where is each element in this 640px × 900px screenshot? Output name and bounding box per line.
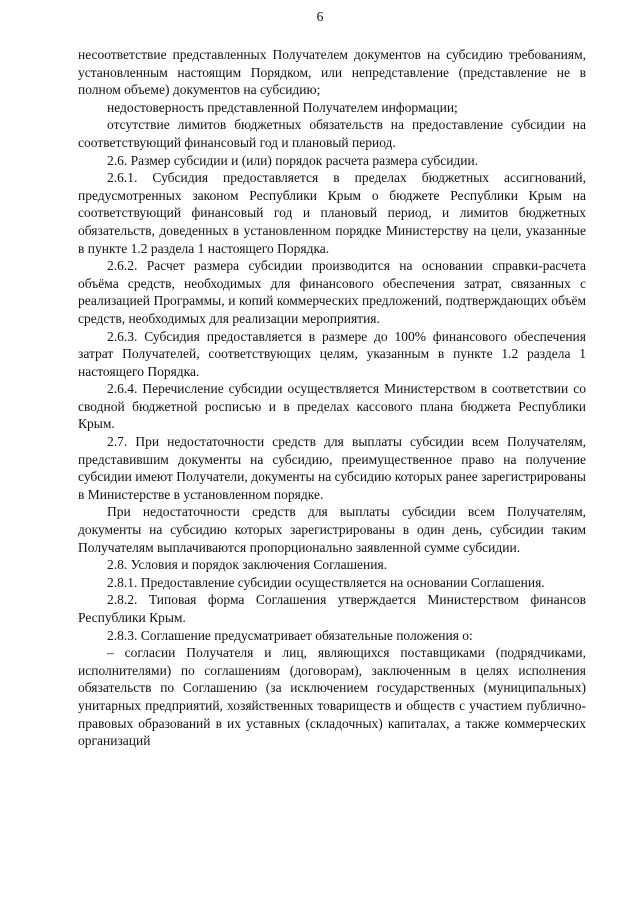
paragraph: 2.8.2. Типовая форма Соглашения утверждается Министерством финансов Республики Крым. [78,592,586,625]
paragraph: 2.6.3. Субсидия предоставляется в размере до 100% финансового обеспечения затрат Получателей, соответствующих целям, указанным в пункте 1.2 раздела 1 настоящего Порядка. [78,328,586,379]
paragraph: 2.7. При недостаточности средств для выплаты субсидии всем Получателям, представившим документы на субсидию, преимущественное право на получение субсидии имеют Получатели, документы на субсидию которых ранее зарегистрированы в Министерстве в установленном порядке. [78,434,586,502]
list-item: недостоверность представленной Получателем информации; [107,99,458,115]
list-item: – согласии Получателя и лиц, являющихся поставщиками (подрядчиками, исполнителями) по соглашениям (договорам), заключенным в целях исполнения обязательств по Соглашению (за исключением государственных (муниципальных) унитарных предприятий, хозяйственных товариществ и обществ с участием публично-правовых образований в их уставных (складочных) капиталах, а также коммерческих организаций [78,645,586,749]
page-number: 6 [316,9,324,24]
paragraph: 2.6.2. Расчет размера субсидии производится на основании справки-расчета объёма средств, необходимых для финансового обеспечения затрат, связанных с реализацией Программы, и копий коммерческих предложений, подтверждающих объём средств, необходимых для реализации мероприятия. [78,258,586,326]
paragraph: 2.6.1. Субсидия предоставляется в пределах бюджетных ассигнований, предусмотренных законом Республики Крым о бюджете Республики Крым на соответствующий финансовый год и плановый период, и лимитов бюджетных обязательств, доведенных в установленном порядке Министерству на цели, указанные в пункте 1.2 раздела 1 настоящего Порядка. [78,170,586,256]
paragraph: 2.6.4. Перечисление субсидии осуществляется Министерством в соответствии со сводной бюджетной росписью и в пределах кассового плана бюджета Республики Крым. [78,381,586,432]
document-body [78,46,586,750]
list-item: отсутствие лимитов бюджетных обязательств на предоставление субсидии на соответствующий финансовый год и плановый период. [78,117,586,150]
paragraph: 2.8.1. Предоставление субсидии осуществляется на основании Соглашения. [107,574,545,590]
section-heading: 2.8. Условия и порядок заключения Соглашения. [107,557,388,573]
paragraph: 2.8.3. Соглашение предусматривает обязательные положения о: [107,627,473,643]
list-item: несоответствие представленных Получателем документов на субсидию требованиям, установленным настоящим Порядком, или непредставление (представление не в полном объеме) документов на субсидию; [78,47,586,98]
section-heading: 2.6. Размер субсидии и (или) порядок расчета размера субсидии. [107,152,479,168]
paragraph: При недостаточности средств для выплаты субсидии всем Получателям, документы на субсидию которых зарегистрированы в один день, субсидии таким Получателям выплачиваются пропорционально заявленной сумме субсидии. [78,504,586,555]
